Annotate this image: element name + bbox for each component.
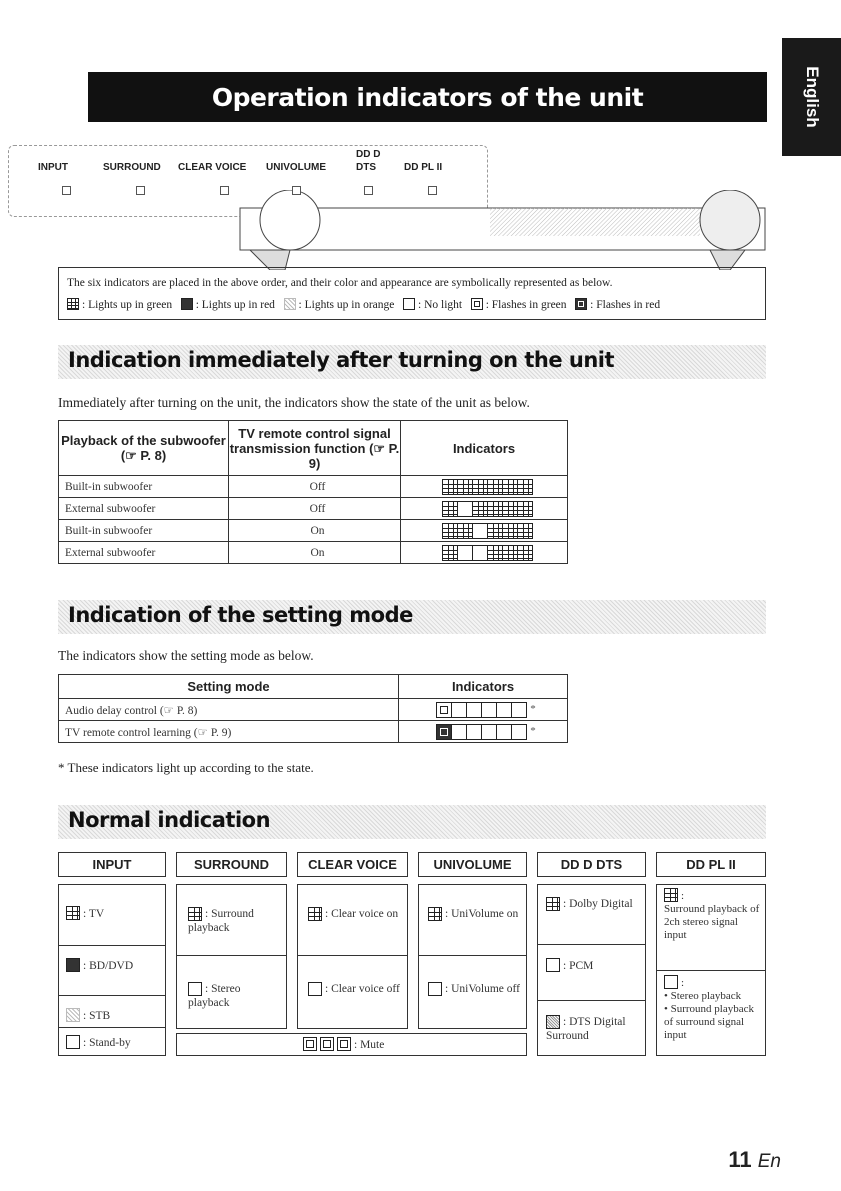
lit-green-icon <box>442 523 458 539</box>
univolume-column <box>418 884 527 1029</box>
lit-green-icon <box>517 501 533 517</box>
table-row <box>59 721 568 743</box>
lit-green-icon <box>502 501 518 517</box>
surround-off: : Stereo playback <box>188 983 241 1009</box>
univolume-off: : UniVolume off <box>428 982 523 996</box>
legend-intro: The six indicators are placed in the above order, and their color and appearance are symbolically represented as below. <box>67 277 613 289</box>
language-tab <box>782 38 841 156</box>
state-indicator-icon <box>451 702 467 718</box>
lit-green-icon <box>502 545 518 561</box>
state-indicator-icon <box>481 724 497 740</box>
lit-red-icon <box>181 298 193 310</box>
lit-green-icon <box>428 907 442 921</box>
tv-remote-cell: On <box>229 520 401 542</box>
legend-items <box>67 294 757 316</box>
table-row <box>59 542 568 564</box>
unit-label-clear-voice: CLEAR VOICE <box>178 162 247 173</box>
indicators-cell <box>399 721 568 743</box>
legend-box <box>58 267 766 320</box>
section-banner-power-on <box>58 345 766 379</box>
indicators-cell <box>401 542 568 564</box>
state-indicator-icon <box>511 702 527 718</box>
lit-orange-icon <box>284 298 296 310</box>
no-light-icon <box>428 982 442 996</box>
subwoofer-cell: External subwoofer <box>59 542 229 564</box>
input-stb: : STB <box>66 1008 110 1023</box>
setting-mode-cell: TV remote control learning (☞ P. 9) <box>59 721 399 743</box>
indicators-cell <box>401 498 568 520</box>
no-light-icon <box>308 982 322 996</box>
flash-green-icon <box>436 702 452 718</box>
no-light-icon <box>664 975 678 989</box>
legend-red: : Lights up in red <box>195 299 275 311</box>
pl2-on: : Surround playback of 2ch stereo signal input <box>664 890 760 941</box>
no-light-icon <box>188 982 202 996</box>
page-title: Operation indicators of the unit <box>88 72 767 122</box>
section-title-setting-mode: Indication of the setting mode <box>68 603 413 627</box>
lit-green-icon <box>472 479 488 495</box>
lit-green-icon <box>517 545 533 561</box>
legend-orange: : Lights up in orange <box>298 299 395 311</box>
lit-green-icon <box>442 545 458 561</box>
unit-indicator-surround <box>136 186 145 195</box>
lit-green-icon <box>442 501 458 517</box>
unit-indicator-clear-voice <box>220 186 229 195</box>
state-indicator-icon <box>511 724 527 740</box>
setting-mode-cell: Audio delay control (☞ P. 8) <box>59 699 399 721</box>
section-banner-setting-mode <box>58 600 766 634</box>
col-dts: DD D DTS <box>537 852 646 877</box>
no-light-icon <box>403 298 415 310</box>
lit-green-icon <box>308 907 322 921</box>
unit-label-input: INPUT <box>38 162 68 173</box>
footnote-marker: * <box>530 725 536 738</box>
mute-label: : Mute <box>303 1037 384 1052</box>
table-row <box>59 498 568 520</box>
tv-remote-cell: Off <box>229 476 401 498</box>
lit-green-icon <box>517 523 533 539</box>
lit-green-icon <box>457 523 473 539</box>
lit-green-icon <box>517 479 533 495</box>
indicators-cell <box>401 476 568 498</box>
lit-green-icon <box>487 479 503 495</box>
lit-green-icon <box>457 479 473 495</box>
lit-red-icon <box>66 958 80 972</box>
unit-indicator-pl2 <box>428 186 437 195</box>
subwoofer-cell: Built-in subwoofer <box>59 520 229 542</box>
flash-red-icon <box>575 298 587 310</box>
flash-green-icon <box>337 1037 351 1051</box>
input-standby: : Stand-by <box>66 1035 131 1050</box>
footnote: * These indicators light up according to the state. <box>58 760 314 775</box>
clear-voice-off: : Clear voice off <box>308 982 403 996</box>
state-indicator-icon <box>466 702 482 718</box>
clear-voice-column <box>297 884 408 1029</box>
input-bddvd: : BD/DVD <box>66 958 133 973</box>
table-row <box>59 520 568 542</box>
col-input: INPUT <box>58 852 166 877</box>
dts-dolby: : Dolby Digital <box>546 897 641 911</box>
indicators-cell <box>401 520 568 542</box>
unit-label-surround: SURROUND <box>103 162 161 173</box>
no-light-icon <box>457 501 473 517</box>
lit-orange-icon <box>66 1008 80 1022</box>
legend-flash-green: : Flashes in green <box>485 299 567 311</box>
setting-mode-table <box>58 674 568 743</box>
unit-label-univolume: UNIVOLUME <box>266 162 326 173</box>
lit-green-icon <box>502 523 518 539</box>
table-row <box>59 699 568 721</box>
power-on-table <box>58 420 568 564</box>
no-light-icon <box>472 545 488 561</box>
state-indicator-icon <box>451 724 467 740</box>
pl2-off: : • Stereo playback • Surround playback of surround signal input <box>664 977 754 1041</box>
col-header-subwoofer: Playback of the subwoofer (☞ P. 8) <box>59 421 229 476</box>
unit-label-dts-top: DD D <box>356 149 381 160</box>
univolume-on: : UniVolume on <box>428 907 523 921</box>
language-tab-label: English <box>802 66 822 128</box>
indicators-cell <box>399 699 568 721</box>
state-indicator-icon <box>481 702 497 718</box>
state-indicator-icon <box>496 702 512 718</box>
legend-flash-red: : Flashes in red <box>590 299 661 311</box>
lit-green-icon <box>664 888 678 902</box>
lit-orange-icon <box>546 1015 560 1029</box>
lit-green-icon <box>188 907 202 921</box>
col-pl2: DD PL II <box>656 852 766 877</box>
flash-green-icon <box>320 1037 334 1051</box>
section-title-normal: Normal indication <box>68 808 271 832</box>
col-clear-voice: CLEAR VOICE <box>297 852 408 877</box>
no-light-icon <box>457 545 473 561</box>
state-indicator-icon <box>466 724 482 740</box>
no-light-icon <box>472 523 488 539</box>
legend-green: : Lights up in green <box>82 299 173 311</box>
col-header-indicators: Indicators <box>401 421 568 476</box>
section2-intro: The indicators show the setting mode as below. <box>58 648 314 663</box>
lit-green-icon <box>442 479 458 495</box>
surround-on: : Surround playback <box>188 908 254 934</box>
unit-illustration <box>0 140 841 265</box>
state-indicator-icon <box>496 724 512 740</box>
lit-green-icon <box>487 501 503 517</box>
lit-green-icon <box>546 897 560 911</box>
tv-remote-cell: Off <box>229 498 401 520</box>
table-row <box>59 476 568 498</box>
legend-none: : No light <box>418 299 463 311</box>
lit-green-icon <box>472 501 488 517</box>
unit-indicator-univolume <box>292 186 301 195</box>
lit-green-icon <box>487 545 503 561</box>
clear-voice-on: : Clear voice on <box>308 907 403 921</box>
input-tv: : TV <box>66 906 104 921</box>
lit-green-icon <box>67 298 79 310</box>
page-number: 11 En <box>728 1147 781 1172</box>
dts-pcm: : PCM <box>546 958 593 973</box>
soundbar-drawing <box>230 190 770 270</box>
col-header-indicators-2: Indicators <box>399 675 568 699</box>
footnote-marker: * <box>530 703 536 716</box>
section-title-power-on: Indication immediately after turning on the unit <box>68 348 615 372</box>
lit-green-icon <box>66 906 80 920</box>
col-univolume: UNIVOLUME <box>418 852 527 877</box>
unit-indicator-input <box>62 186 71 195</box>
no-light-icon <box>66 1035 80 1049</box>
no-light-icon <box>546 958 560 972</box>
unit-label-dts: DTS <box>356 162 376 173</box>
subwoofer-cell: External subwoofer <box>59 498 229 520</box>
flash-green-icon <box>471 298 483 310</box>
subwoofer-cell: Built-in subwoofer <box>59 476 229 498</box>
dts-digital-surround: : DTS Digital Surround <box>546 1016 626 1042</box>
section1-intro: Immediately after turning on the unit, the indicators show the state of the unit as below. <box>58 395 530 410</box>
section-banner-normal <box>58 805 766 839</box>
flash-red-icon <box>436 724 452 740</box>
col-surround: SURROUND <box>176 852 287 877</box>
flash-green-icon <box>303 1037 317 1051</box>
lit-green-icon <box>487 523 503 539</box>
col-header-tv-remote: TV remote control signal transmission function (☞ P. 9) <box>229 421 401 476</box>
unit-label-pl2: DD PL II <box>404 162 443 173</box>
tv-remote-cell: On <box>229 542 401 564</box>
lit-green-icon <box>502 479 518 495</box>
unit-indicator-dts <box>364 186 373 195</box>
col-header-setting-mode: Setting mode <box>59 675 399 699</box>
